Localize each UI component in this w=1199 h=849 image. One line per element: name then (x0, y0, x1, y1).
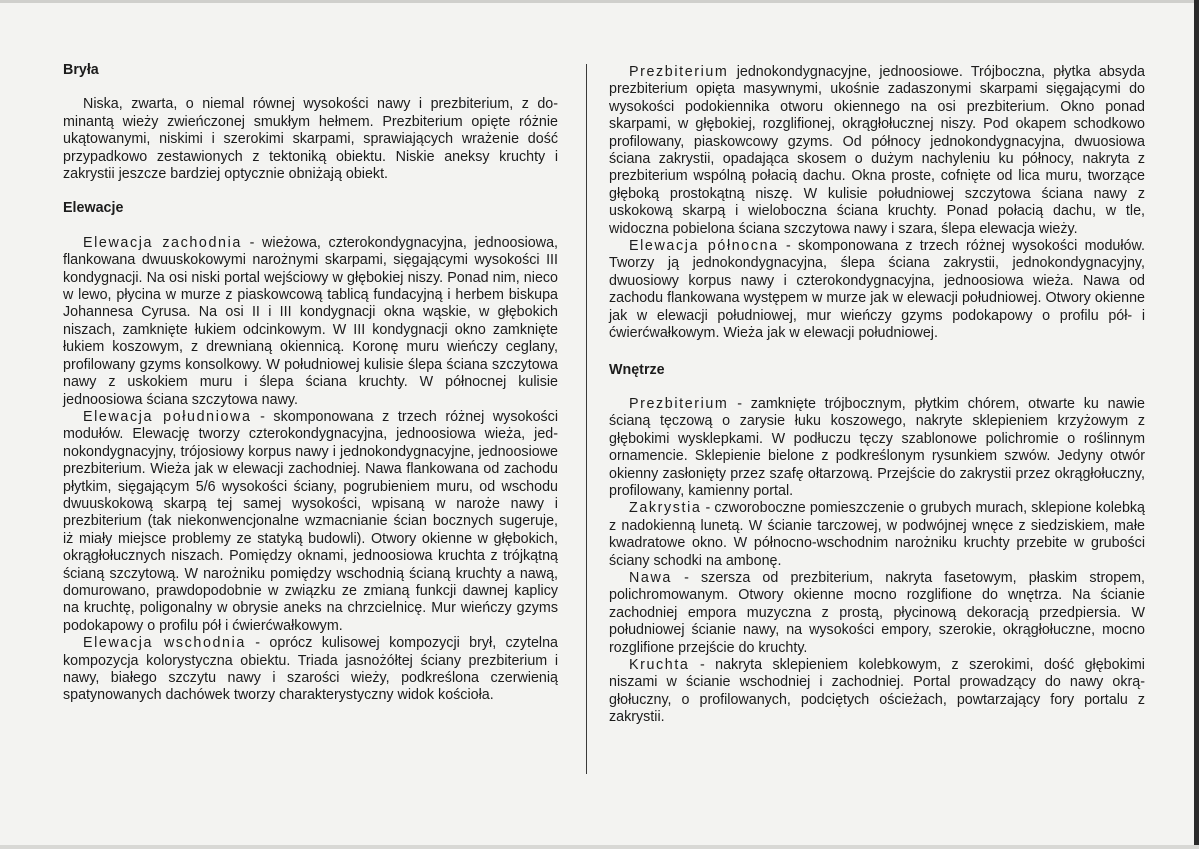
heading-wnetrze: Wnętrze (609, 361, 665, 378)
lead-term: Zakrystia (629, 500, 702, 517)
column-divider (586, 64, 587, 774)
lead-term: Elewacja zachodnia (83, 234, 242, 251)
lead-term: Kruchta (629, 657, 690, 673)
paragraph-text: jednokondygnacyjne, jednoosiowe. Trójboczna, płytka absyda prezbiterium opięta masywnymi, ukośnie zadaszonymi skarpami sięgającymi do wysokości podokiennika otworu okiennego na osi prezbiterium. Okno ponad skarpami, w głębokiej, rozglifionej, okrągłołucznej niszy. Pod okapem schodkowo profilowany, piaskowcowy gzyms. Od północy jednokondygnacyjna, dwuosiowa ściana zakrystii, opadająca skosem o dużym nachyleniu ku północy, nakryta z prezbiterium wspólną połacią dachu. Okna proste, cofnięte od lica muru, tworzące głęboką prostokątną niszę. W kulisie południowej szczytowa ściana nawy z uskokową skarpą i wieloboczna ściana kruchty. Ponad połacią dachu, w tle, widoczna pobielona ściana szczytowa nawy i szara, ślepa elewacja wieży. (609, 64, 1145, 237)
paragraph-text: - oprócz kulisowej kompozycji brył, czytelna kompozycja kolorystyczna obiektu. Triada jasnożółtej ściany prezbiterium i nawy, białego szczytu nawy i szarości wieży, podkreślona czerwienią spatynowanych dachówek tworzy charakterystyczny widok kościoła. (63, 635, 558, 704)
paragraph-text: - nakryta sklepieniem kolebkowym, z szerokimi, dość głębokimi niszami w ścianie wschodniej i zachodniej. Portal prowadzący do nawy okrągłołuczny, o profilowanych, podciętych ościeżach, powtarzający fory portalu z zakrystii. (609, 657, 1145, 726)
paragraph-zakrystia (609, 500, 1145, 570)
paragraph-bryla: Niska, zwarta, o niemal równej wysokości nawy i prezbiterium, z dominantą wieży zwieńczonej smukłym hełmem. Prezbiterium opięte różnie ukątowanymi, niskimi i szerokimi skarpami, sprawiających wrażenie dość przypadkowo zestawionych z tektoniką obiektu. Niskie aneksy kruchty i zakrystii jeszcze bardziej optycznie obniżają obiekt. (63, 96, 558, 183)
paragraph-text: - skomponowana z trzech różnej wysokości modułów. Elewację tworzy czterokondygnacyjna, jednoosiowa wieża, jednokondygnacyjny, trójosiowy korpus nawy i jednokondygnacyjne, jednoosiowe prezbiterium. Wieża jak w elewacji zachodniej. Nawa flankowana od zachodu płytkim, sięgającym 5/6 wysokości ściany, pogrubieniem muru, od wschodu dwuuskokową skarpą tej samej wysokości, wpisaną w naroże nawy i prezbiterium (tak niekonwencjonalne wzmacnianie ścian bocznych sugeruje, iż miały miejsce problemy ze statyką budowli). Otwory okienne w głębokich, okrągłołucznych niszach. Pomiędzy oknami, jednoosiowa kruchta z trójkątną ścianą szczytową. W narożniku pomiędzy wschodnią ścianą kruchty a nawą, domurowano, prawdopodobnie w związku ze zmianą funkcji dawnej kaplicy na kruchtę, poligonalny w obrysie aneks na chrzcielnicę. Mur wieńczy gzyms podokapowy o profilu pół i ćwierćwałkowym. (63, 408, 558, 634)
scan-border (1194, 0, 1199, 849)
paragraph-elewacja-wschodnia (63, 635, 558, 705)
paragraph-kruchta (609, 657, 1145, 727)
heading-bryla: Bryła (63, 62, 99, 78)
paragraph-elewacja-poludniowa (63, 409, 558, 635)
heading-elewacje: Elewacje (63, 200, 124, 217)
paragraph-text: - zamknięte trójbocznym, płytkim chórem, otwarte ku nawie ścianą tęczową o zarysie łuku koszowego, nakryte sklepieniem krzyżowym z głębokimi wysklepkami. W podłuczu tęczy szablonowe polichromie o roślinnym ornamencie. Sklepienie bielone z podkreślonym rysunkiem szwów. Jedyny otwór okienny zasłonięty przez szafę ołtarzową. Przejście do zakrystii przez okrągłołuczny, profilowany, kamienny portal. (609, 395, 1145, 499)
paragraph-prezbiterium-elewacja (609, 64, 1145, 238)
left-column (63, 62, 558, 705)
right-column (609, 64, 1145, 727)
paragraph-elewacja-zachodnia (63, 235, 558, 409)
lead-term: Nawa (629, 569, 672, 586)
lead-term: Prezbiterium (629, 64, 729, 80)
paragraph-text: - wieżowa, czterokondygnacyjna, jednoosiowa, flankowana dwuuskokowymi narożnymi skarpami, sięgającymi wysokości III kondygnacji. Na osi niski portal wejściowy w głębokiej niszy. Ponad nim, nieco w lewo, płycina w murze z piaskowcową tablicą fundacyjną i herbem biskupa Johannesa Cyrusa. Na osi II i III kondygnacji okna wąskie, w głębokich niszach, zamknięte łukiem odcinkowym. W III kondygnacji okno zamknięte łukiem koszowym, z drewnianą okiennicą. Koronę muru wieńczy ceglany, profilowany gzyms konsolkowy. W południowej kulisie ślepa ściana szczytowa nawy z uskokiem muru i ślepa ściana kruchty. W północnej kulisie jednoosiowa ściana szczytowa nawy. (63, 234, 558, 408)
lead-term: Prezbiterium (629, 395, 729, 412)
paragraph-prezbiterium-wnetrze (609, 396, 1145, 500)
paragraph-text: - skomponowana z trzech różnej wysokości modułów. Tworzy ją jednokondygnacyjna, ślepa ściana zakrystii, jednokondygnacyjny, dwuosiowy korpus nawy i czterokondygnacyjna, jednoosiowa wieża. Nawa od zachodu flankowana występem w murze jak w elewacji południowej. Otwory okienne jak w elewacji południowej, mur wieńczy gzyms podokapowy o profilu pół- i ćwierćwałkowym. Wieża jak w elewacji południowej. (609, 238, 1146, 342)
paragraph-text: - szersza od prezbiterium, nakryta fasetowym, płaskim stropem, polichromowanym. Otwory okienne mocno rozglifione do wnętrza. Na ścianie zachodniej empora muzyczna z prostą, płycinową dekoracją przedpiersia. W południowej ścianie nawy, na wysokości empory, szerokie, okrągłołuczne, mocno rozglifione przejście do kruchty. (609, 569, 1145, 656)
page-edge-bottom (0, 845, 1199, 849)
paragraph-text: - czworoboczne pomieszczenie o grubych murach, sklepione kolebką z nadokienną lunetą. W ścianie tarczowej, w podwójnej wnęce z siedziskiem, małe kwadratowe okno. W północno-wschodnim narożniku kruchty przebite w grubości ściany schodki na ambonę. (609, 500, 1145, 569)
page-edge (0, 0, 1199, 3)
lead-term: Elewacja wschodnia (83, 635, 246, 652)
paragraph-elewacja-polnocna (609, 238, 1145, 342)
lead-term: Elewacja północna (629, 238, 779, 255)
paragraph-nawa (609, 570, 1145, 657)
lead-term: Elewacja południowa (83, 408, 252, 425)
